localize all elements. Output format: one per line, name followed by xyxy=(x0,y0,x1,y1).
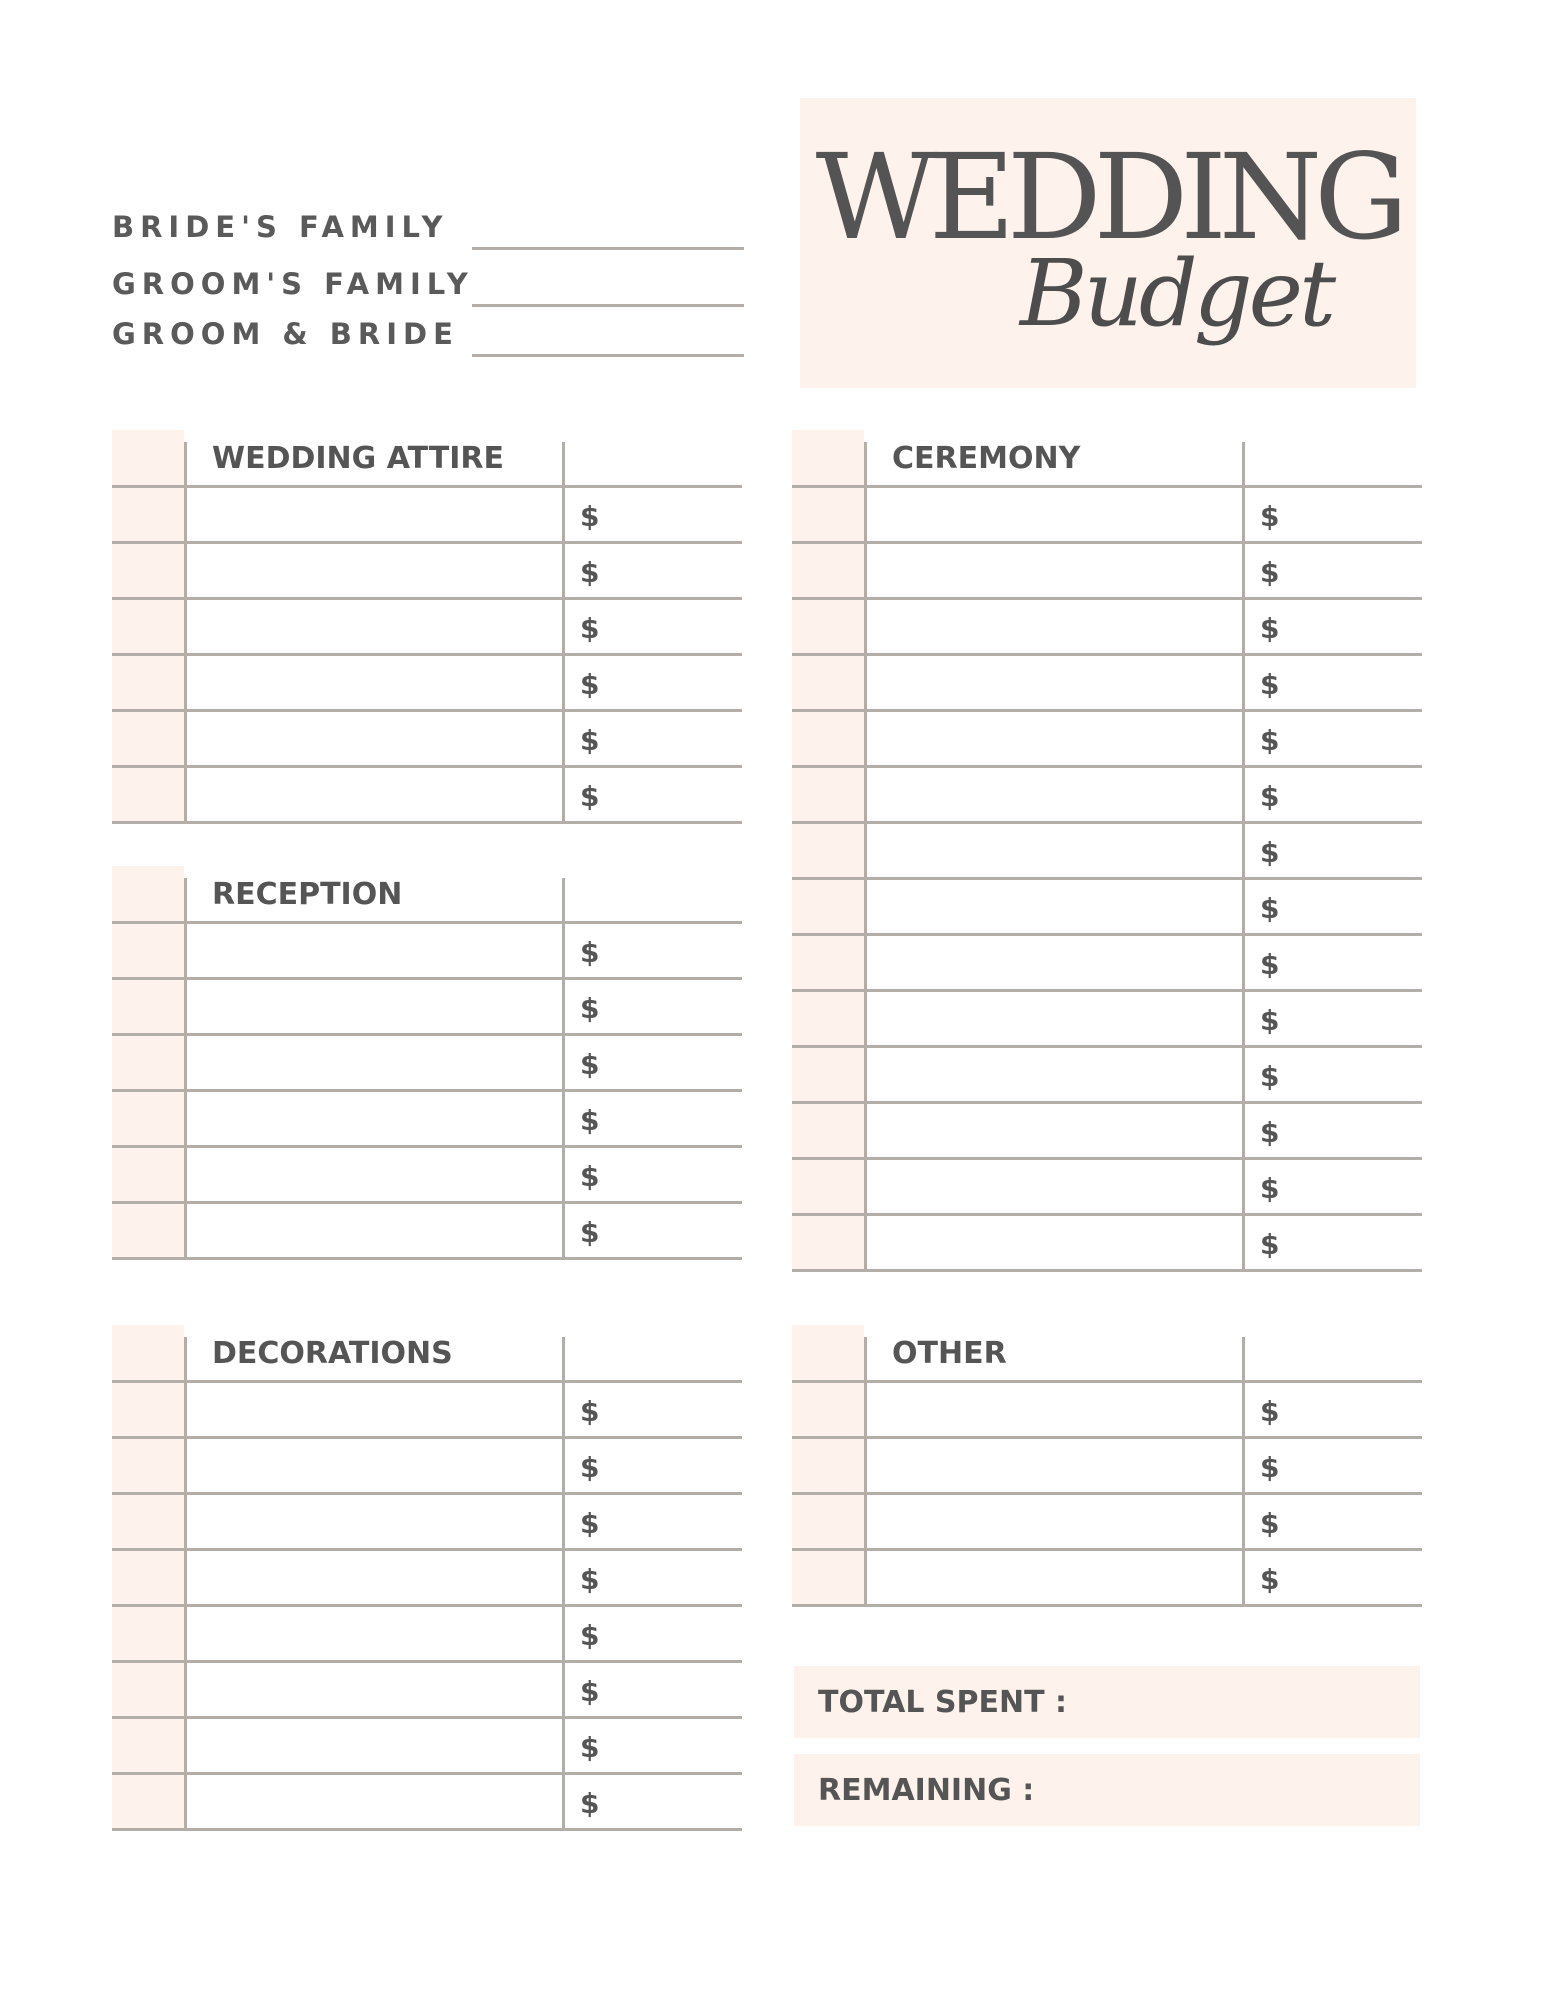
dollar-sign: $ xyxy=(580,1048,600,1081)
dollar-sign: $ xyxy=(580,1731,600,1764)
item-field[interactable] xyxy=(187,1148,562,1201)
item-field[interactable] xyxy=(187,1719,562,1772)
brides-family-line[interactable] xyxy=(472,247,744,250)
dollar-sign: $ xyxy=(1260,780,1280,813)
brides-family-row xyxy=(112,210,744,250)
section-title: OTHER xyxy=(892,1336,1007,1371)
item-field[interactable] xyxy=(867,600,1242,653)
row-divider xyxy=(112,821,742,824)
dollar-sign: $ xyxy=(580,1787,600,1820)
dollar-sign: $ xyxy=(580,1451,600,1484)
dollar-sign: $ xyxy=(580,1216,600,1249)
item-field[interactable] xyxy=(187,1663,562,1716)
row-number-column xyxy=(112,1325,184,1831)
item-field[interactable] xyxy=(187,980,562,1033)
item-field[interactable] xyxy=(867,712,1242,765)
dollar-sign: $ xyxy=(580,668,600,701)
item-field[interactable] xyxy=(187,1204,562,1257)
dollar-sign: $ xyxy=(1260,1116,1280,1149)
row-divider xyxy=(792,1604,1422,1607)
dollar-sign: $ xyxy=(580,1563,600,1596)
dollar-sign: $ xyxy=(1260,836,1280,869)
dollar-sign: $ xyxy=(580,1675,600,1708)
groom-bride-label: GROOM & BRIDE xyxy=(112,317,459,351)
item-field[interactable] xyxy=(187,1036,562,1089)
section-title: WEDDING ATTIRE xyxy=(212,441,504,476)
item-field[interactable] xyxy=(187,488,562,541)
item-field[interactable] xyxy=(867,880,1242,933)
item-field[interactable] xyxy=(187,1439,562,1492)
item-field[interactable] xyxy=(187,656,562,709)
item-field[interactable] xyxy=(187,924,562,977)
dollar-sign: $ xyxy=(1260,1395,1280,1428)
row-number-column xyxy=(792,1325,864,1607)
item-field[interactable] xyxy=(867,1216,1242,1269)
dollar-sign: $ xyxy=(580,612,600,645)
total-spent-box[interactable] xyxy=(794,1666,1420,1738)
item-field[interactable] xyxy=(867,768,1242,821)
item-field[interactable] xyxy=(187,1383,562,1436)
dollar-sign: $ xyxy=(1260,612,1280,645)
row-divider xyxy=(112,1257,742,1260)
item-field[interactable] xyxy=(867,1048,1242,1101)
item-field[interactable] xyxy=(187,768,562,821)
grooms-family-label: GROOM'S FAMILY xyxy=(112,267,474,301)
dollar-sign: $ xyxy=(1260,892,1280,925)
dollar-sign: $ xyxy=(580,1104,600,1137)
groom-bride-row xyxy=(112,317,744,357)
item-field[interactable] xyxy=(187,1092,562,1145)
item-field[interactable] xyxy=(187,600,562,653)
section-other xyxy=(792,1325,1422,1607)
dollar-sign: $ xyxy=(580,1160,600,1193)
section-title: DECORATIONS xyxy=(212,1336,453,1371)
dollar-sign: $ xyxy=(1260,668,1280,701)
row-divider xyxy=(112,1828,742,1831)
remaining-label: REMAINING : xyxy=(818,1773,1035,1808)
groom-bride-line[interactable] xyxy=(472,354,744,357)
dollar-sign: $ xyxy=(580,1507,600,1540)
dollar-sign: $ xyxy=(580,556,600,589)
item-field[interactable] xyxy=(187,1495,562,1548)
dollar-sign: $ xyxy=(1260,1172,1280,1205)
item-field[interactable] xyxy=(867,1551,1242,1604)
page-title: WEDDING xyxy=(815,128,1401,266)
section-reception xyxy=(112,866,742,1260)
item-field[interactable] xyxy=(867,1104,1242,1157)
dollar-sign: $ xyxy=(1260,724,1280,757)
item-field[interactable] xyxy=(867,1439,1242,1492)
dollar-sign: $ xyxy=(1260,1451,1280,1484)
item-field[interactable] xyxy=(867,656,1242,709)
section-title: CEREMONY xyxy=(892,441,1081,476)
item-field[interactable] xyxy=(187,1607,562,1660)
item-field[interactable] xyxy=(867,544,1242,597)
item-field[interactable] xyxy=(867,936,1242,989)
item-field[interactable] xyxy=(187,1551,562,1604)
item-field[interactable] xyxy=(867,992,1242,1045)
dollar-sign: $ xyxy=(1260,1507,1280,1540)
dollar-sign: $ xyxy=(1260,500,1280,533)
brides-family-label: BRIDE'S FAMILY xyxy=(112,210,449,244)
grooms-family-row xyxy=(112,267,744,307)
section-wedding-attire xyxy=(112,430,742,824)
item-field[interactable] xyxy=(867,824,1242,877)
page-subtitle: Budget xyxy=(1020,240,1333,347)
dollar-sign: $ xyxy=(1260,948,1280,981)
item-field[interactable] xyxy=(867,1383,1242,1436)
item-field[interactable] xyxy=(867,1160,1242,1213)
dollar-sign: $ xyxy=(1260,1228,1280,1261)
item-field[interactable] xyxy=(867,1495,1242,1548)
dollar-sign: $ xyxy=(580,780,600,813)
dollar-sign: $ xyxy=(580,1395,600,1428)
section-ceremony xyxy=(792,430,1422,1272)
section-decorations xyxy=(112,1325,742,1831)
row-number-column xyxy=(792,430,864,1272)
dollar-sign: $ xyxy=(1260,1563,1280,1596)
row-divider xyxy=(792,1269,1422,1272)
dollar-sign: $ xyxy=(580,936,600,969)
dollar-sign: $ xyxy=(1260,1004,1280,1037)
dollar-sign: $ xyxy=(580,1619,600,1652)
item-field[interactable] xyxy=(867,488,1242,541)
total-spent-label: TOTAL SPENT : xyxy=(818,1685,1067,1720)
item-field[interactable] xyxy=(187,1775,562,1828)
item-field[interactable] xyxy=(187,712,562,765)
title-box xyxy=(800,98,1416,388)
dollar-sign: $ xyxy=(580,500,600,533)
dollar-sign: $ xyxy=(1260,1060,1280,1093)
item-field[interactable] xyxy=(187,544,562,597)
dollar-sign: $ xyxy=(1260,556,1280,589)
section-title: RECEPTION xyxy=(212,877,403,912)
grooms-family-line[interactable] xyxy=(472,304,744,307)
dollar-sign: $ xyxy=(580,724,600,757)
remaining-box[interactable] xyxy=(794,1754,1420,1826)
dollar-sign: $ xyxy=(580,992,600,1025)
